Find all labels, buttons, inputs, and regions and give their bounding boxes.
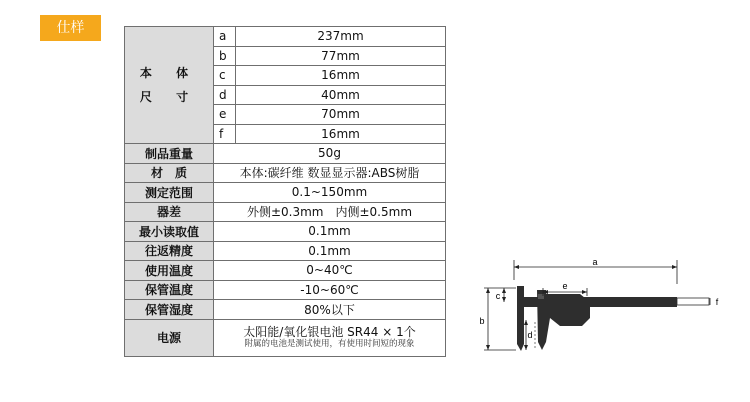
spec-badge: 仕样 [40,15,101,41]
spec-label: 电源 [125,319,214,356]
dimension-letter: c [214,66,236,86]
spec-value: -10~60℃ [214,280,446,300]
spec-table [124,26,446,357]
spec-value: 0~40℃ [214,261,446,281]
dimension-value: 16mm [236,66,446,86]
spec-label: 制品重量 [125,144,214,164]
dim-c-arrow-bottom [502,297,506,302]
dim-b-label: b [479,316,485,326]
spec-row-range [125,183,446,203]
spec-value: 本体:碳纤维 数显显示器:ABS树脂 [214,163,446,183]
dim-b-arrow-bottom [486,345,490,350]
power-value-cell [214,319,446,356]
dimension-letter: b [214,46,236,66]
dim-e-label: e [562,281,568,291]
spec-label: 测定范围 [125,183,214,203]
dimension-value: 77mm [236,46,446,66]
power-note: 附属的电池是测试使用，有使用时间短的现象 [244,339,415,349]
dimension-letter: d [214,85,236,105]
spec-row-material [125,163,446,183]
dimension-value: 70mm [236,105,446,125]
spec-row-resolution [125,222,446,242]
body-size-label-line1: 本 体 [139,66,199,80]
spec-value: 0.1~150mm [214,183,446,203]
dim-a-arrow-right [672,265,677,269]
spec-row-operating-temp [125,261,446,281]
depth-rod [677,298,709,305]
dim-a-label: a [592,257,598,267]
spec-label: 最小读取值 [125,222,214,242]
caliper-diagram [478,254,728,364]
dimension-letter: f [214,124,236,144]
dimension-letter: e [214,105,236,125]
spec-row-error [125,202,446,222]
power-value: 太阳能/氧化银电池 SR44 × 1个 [243,325,416,339]
dim-c-label: c [495,291,501,301]
slider-head [537,290,590,350]
spec-value: 50g [214,144,446,164]
spec-label: 材 质 [125,163,214,183]
spec-label: 器差 [125,202,214,222]
spec-value: 80%以下 [214,300,446,320]
spec-label: 往返精度 [125,241,214,261]
spec-label: 保管湿度 [125,300,214,320]
dim-d-label: d [527,330,533,340]
spec-row-storage-humidity [125,300,446,320]
dimension-value: 16mm [236,124,446,144]
dim-f-label: f [715,297,719,307]
spec-value: 0.1mm [214,222,446,242]
dimension-row-a [125,27,446,47]
body-size-label [125,27,214,144]
dim-e-arrow-right [582,290,587,294]
spec-label: 使用温度 [125,261,214,281]
spec-row-repeatability [125,241,446,261]
dim-d-arrow-bottom [524,345,528,350]
spec-value: 外侧±0.3mm 内侧±0.5mm [214,202,446,222]
dim-a-arrow-left [514,265,519,269]
dim-d-arrow-top [524,320,528,325]
spec-value: 0.1mm [214,241,446,261]
spec-label: 保管温度 [125,280,214,300]
spec-row-weight [125,144,446,164]
spec-row-storage-temp [125,280,446,300]
fixed-jaw [517,286,524,351]
dimension-value: 237mm [236,27,446,47]
dimension-letter: a [214,27,236,47]
dim-c-arrow-top [502,288,506,293]
dim-b-arrow-top [486,288,490,293]
dimension-value: 40mm [236,85,446,105]
body-size-label-line2: 尺 寸 [139,90,199,104]
spec-row-power [125,319,446,356]
